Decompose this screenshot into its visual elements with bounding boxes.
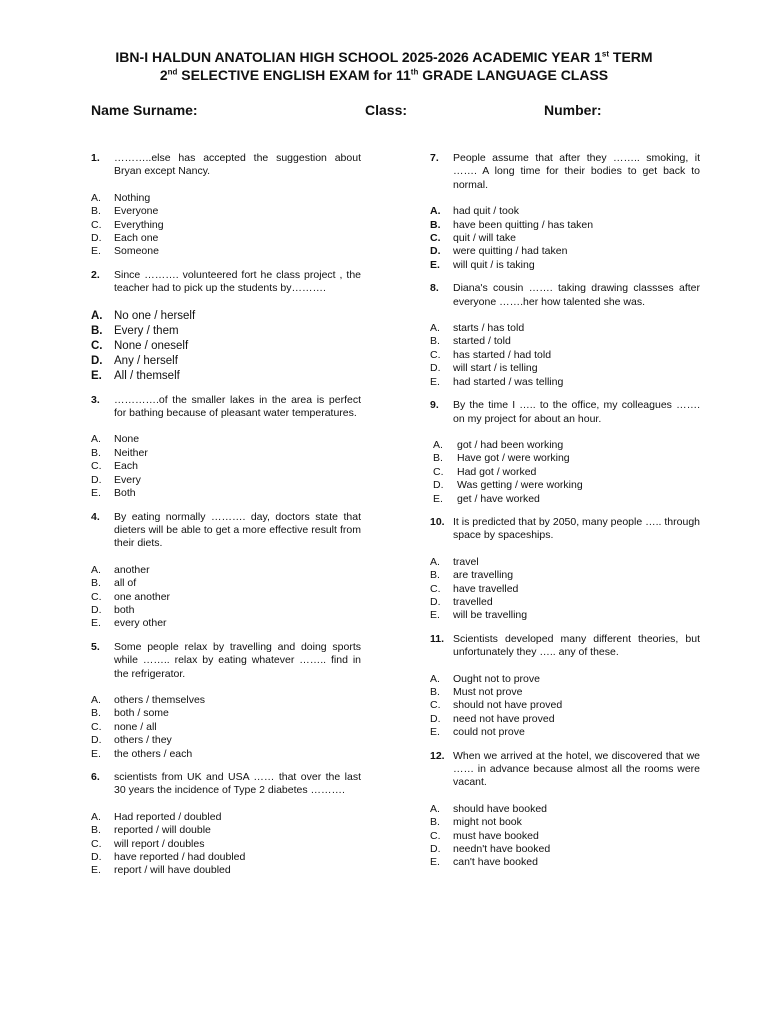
option-letter: C.: [91, 339, 103, 352]
option-letter: C.: [430, 829, 441, 842]
option-letter: D.: [430, 595, 441, 608]
option-a: [430, 803, 700, 816]
option-letter: A.: [430, 322, 440, 335]
option-text: Nothing: [114, 191, 151, 204]
question-number: 11.: [430, 632, 445, 645]
option-letter: E.: [91, 487, 101, 500]
option-letter: B.: [91, 446, 101, 459]
option-letter: B.: [430, 569, 440, 582]
option-text: should not have proved: [453, 699, 563, 712]
option-text: had started / was telling: [453, 375, 564, 388]
option-text: Every: [114, 473, 141, 486]
questions-left-column: [91, 152, 361, 888]
option-letter: D.: [433, 479, 444, 492]
question-text: When we arrived at the hotel, we discovered that we …… in advance because almost all the rooms were vacant.: [453, 749, 700, 789]
option-c: [430, 232, 700, 245]
option-text: will start / is telling: [453, 362, 538, 375]
option-text: were quitting / had taken: [453, 245, 568, 258]
title-line2-sup2: th: [410, 67, 419, 77]
option-b: [430, 569, 700, 582]
option-text: others / they: [114, 734, 172, 747]
option-text: need not have proved: [453, 712, 555, 725]
option-letter: C.: [91, 590, 102, 603]
option-e: [91, 369, 361, 384]
option-e: [430, 856, 700, 869]
option-letter: D.: [91, 354, 103, 367]
option-text: Neither: [114, 446, 148, 459]
question-stem: [91, 771, 361, 798]
option-letter: A.: [430, 555, 440, 568]
option-a: [91, 811, 361, 824]
answer-options: [430, 322, 700, 389]
option-letter: A.: [91, 191, 101, 204]
question-4: [91, 511, 361, 631]
option-text: might not book: [453, 816, 522, 829]
option-letter: E.: [91, 245, 101, 258]
option-c: [430, 699, 700, 712]
option-text: Must not prove: [453, 686, 523, 698]
option-text: will quit / is taking: [453, 258, 535, 271]
option-letter: E.: [430, 258, 440, 271]
title-line2-sup1: nd: [167, 67, 178, 77]
question-number: 8.: [430, 282, 439, 295]
question-text: People assume that after they …….. smoking, it ……. A long time for their bodies to get back to normal.: [453, 152, 700, 191]
option-c: [430, 830, 700, 843]
question-number: 4.: [91, 510, 100, 523]
option-letter: D.: [91, 603, 102, 616]
option-text: Everyone: [114, 205, 159, 218]
option-letter: C.: [430, 582, 441, 595]
option-a: [91, 192, 361, 205]
question-number: 10.: [430, 515, 445, 528]
question-number: 1.: [91, 152, 100, 164]
option-a: [430, 439, 700, 452]
title-line1-end: TERM: [609, 49, 653, 65]
option-d: [430, 843, 700, 856]
option-letter: D.: [91, 473, 102, 486]
question-text: Diana's cousin ……. taking drawing classses after everyone …….her how talented she was.: [453, 282, 700, 308]
option-text: got / had been working: [457, 438, 564, 451]
option-letter: E.: [91, 747, 101, 760]
option-letter: B.: [430, 686, 440, 698]
class-label: Class:: [365, 102, 408, 118]
option-letter: C.: [430, 699, 441, 712]
option-text: should have booked: [453, 802, 547, 815]
option-e: [91, 245, 361, 258]
option-letter: E.: [430, 726, 440, 739]
option-c: [91, 219, 361, 232]
question-number: 12.: [430, 749, 445, 762]
option-letter: E.: [430, 609, 440, 622]
option-c: [91, 721, 361, 734]
option-letter: C.: [91, 837, 102, 850]
option-text: All / themself: [114, 369, 180, 382]
option-letter: B.: [433, 452, 443, 465]
option-letter: C.: [430, 348, 441, 361]
question-stem: [430, 633, 700, 660]
option-text: Each one: [114, 232, 159, 245]
option-text: every other: [114, 617, 167, 630]
answer-options: [91, 433, 361, 500]
option-a: [91, 309, 361, 324]
option-letter: B.: [91, 824, 101, 837]
option-text: will report / doubles: [114, 837, 205, 850]
exam-title-line2: [0, 66, 768, 84]
option-c: [430, 466, 700, 479]
option-letter: D.: [430, 712, 441, 725]
option-text: report / will have doubled: [114, 864, 231, 877]
option-c: [91, 838, 361, 851]
option-text: both: [114, 603, 135, 616]
option-c: [430, 349, 700, 362]
question-text: By eating normally ………. day, doctors state that dieters will be able to get a more effective result from their diets.: [114, 510, 361, 550]
option-d: [91, 851, 361, 864]
option-b: [430, 816, 700, 829]
option-e: [430, 376, 700, 389]
option-text: Any / herself: [114, 354, 178, 367]
option-text: the others / each: [114, 747, 193, 760]
option-c: [91, 460, 361, 473]
option-letter: E.: [430, 375, 440, 388]
option-a: [91, 433, 361, 446]
option-letter: D.: [91, 851, 102, 864]
option-text: had quit / took: [453, 205, 519, 218]
question-stem: [91, 269, 361, 296]
option-b: [430, 219, 700, 232]
title-line1-sup: st: [601, 49, 609, 59]
option-text: none / all: [114, 720, 157, 733]
option-letter: C.: [433, 465, 444, 478]
option-text: another: [114, 563, 150, 576]
option-text: all of: [114, 577, 137, 590]
option-letter: D.: [91, 734, 102, 747]
option-letter: A.: [433, 438, 443, 451]
question-text: It is predicted that by 2050, many people ….. through space by spaceships.: [453, 515, 700, 542]
option-e: [91, 617, 361, 630]
option-letter: E.: [91, 864, 101, 877]
answer-options: [91, 811, 361, 878]
option-a: [430, 322, 700, 335]
option-c: [430, 583, 700, 596]
option-letter: C.: [91, 218, 102, 231]
option-text: one another: [114, 590, 171, 603]
option-letter: D.: [430, 362, 441, 375]
option-d: [430, 362, 700, 375]
option-d: [430, 596, 700, 609]
answer-options: [430, 556, 700, 623]
option-b: [91, 324, 361, 339]
option-b: [430, 335, 700, 348]
option-b: [91, 707, 361, 720]
title-line2-start: 2: [159, 67, 168, 83]
option-d: [91, 604, 361, 617]
student-info-row: [0, 102, 768, 124]
question-7: [430, 152, 700, 272]
question-9: [430, 399, 700, 506]
question-3: [91, 394, 361, 501]
title-line2-mid: SELECTIVE ENGLISH EXAM for 11: [177, 67, 411, 83]
question-stem: [430, 516, 700, 543]
option-letter: A.: [430, 802, 440, 815]
option-d: [91, 354, 361, 369]
option-text: needn't have booked: [453, 843, 551, 856]
answer-options: [91, 309, 361, 384]
option-letter: C.: [430, 232, 441, 245]
option-letter: A.: [91, 563, 101, 576]
option-letter: B.: [91, 205, 101, 218]
question-10: [430, 516, 700, 623]
option-letter: A.: [91, 433, 101, 446]
option-text: Each: [114, 460, 138, 473]
option-text: Had reported / doubled: [114, 810, 222, 823]
option-letter: E.: [430, 856, 440, 869]
answer-options: [430, 803, 700, 870]
option-letter: D.: [91, 232, 102, 245]
option-text: Was getting / were working: [457, 479, 583, 492]
answer-options: [91, 564, 361, 631]
option-e: [91, 864, 361, 877]
option-letter: E.: [433, 492, 443, 505]
option-letter: B.: [430, 218, 441, 231]
option-letter: B.: [91, 707, 101, 720]
option-d: [430, 245, 700, 258]
option-text: could not prove: [453, 726, 525, 739]
option-text: No one / herself: [114, 309, 196, 322]
option-d: [91, 734, 361, 747]
name-surname-label: Name Surname:: [91, 102, 198, 118]
question-8: [430, 282, 700, 389]
option-d: [430, 713, 700, 726]
question-number: 3.: [91, 393, 100, 406]
option-b: [91, 205, 361, 218]
option-e: [430, 609, 700, 622]
option-text: travelled: [453, 595, 493, 608]
option-e: [430, 493, 700, 506]
option-c: [91, 339, 361, 354]
option-b: [91, 824, 361, 837]
question-number: 2.: [91, 268, 100, 281]
option-e: [91, 748, 361, 761]
answer-options: [430, 673, 700, 740]
option-text: both / some: [114, 707, 169, 720]
option-e: [91, 487, 361, 500]
question-stem: [91, 641, 361, 681]
option-a: [430, 673, 700, 686]
option-e: [430, 726, 700, 739]
question-1: [91, 152, 361, 259]
option-text: Both: [114, 487, 136, 500]
option-text: Everything: [114, 218, 164, 231]
question-text: scientists from UK and USA …… that over the last 30 years the incidence of Type 2 diabetes ……….: [114, 771, 361, 797]
question-12: [430, 750, 700, 870]
question-text: By the time I ….. to the office, my colleagues ……. on my project for about an hour.: [453, 399, 700, 425]
answer-options: [91, 192, 361, 259]
option-d: [91, 232, 361, 245]
option-letter: A.: [91, 309, 103, 322]
option-text: have been quitting / has taken: [453, 218, 594, 231]
answer-options: [91, 694, 361, 761]
question-2: [91, 269, 361, 384]
option-text: Someone: [114, 245, 159, 258]
option-c: [91, 591, 361, 604]
option-text: quit / will take: [453, 232, 517, 245]
question-number: 9.: [430, 399, 439, 412]
option-text: must have booked: [453, 829, 539, 842]
option-text: started / told: [453, 335, 511, 348]
title-line2-end: GRADE LANGUAGE CLASS: [418, 67, 609, 83]
option-text: starts / has told: [453, 322, 525, 335]
question-text: Scientists developed many different theories, but unfortunately they ….. any of these.: [453, 632, 700, 659]
option-text: will be travelling: [453, 609, 528, 622]
option-d: [430, 479, 700, 492]
option-text: Have got / were working: [457, 452, 570, 465]
title-line1-text: IBN-I HALDUN ANATOLIAN HIGH SCHOOL 2025-2026 ACADEMIC YEAR 1: [115, 49, 602, 65]
questions-right-column: [430, 152, 700, 880]
question-number: 5.: [91, 640, 100, 653]
option-text: get / have worked: [457, 492, 540, 505]
option-letter: A.: [91, 693, 101, 706]
exam-header: [0, 48, 768, 84]
option-b: [430, 686, 700, 699]
option-text: Had got / worked: [457, 465, 537, 478]
option-letter: A.: [91, 810, 101, 823]
question-stem: [430, 399, 700, 426]
option-letter: B.: [430, 335, 440, 348]
option-a: [91, 694, 361, 707]
option-letter: B.: [430, 816, 440, 829]
option-text: None / oneself: [114, 339, 189, 352]
answer-options: [430, 205, 700, 272]
option-e: [430, 259, 700, 272]
question-text: Some people relax by travelling and doing sports while …….. relax by eating whatever …….. find in the refrigerator.: [114, 640, 361, 680]
option-text: have reported / had doubled: [114, 851, 246, 864]
option-b: [91, 447, 361, 460]
question-stem: [91, 152, 361, 179]
question-6: [91, 771, 361, 878]
question-text: ………..else has accepted the suggestion about Bryan except Nancy.: [114, 152, 361, 178]
exam-title-line1: [0, 48, 768, 66]
option-letter: D.: [430, 843, 441, 856]
question-stem: [91, 394, 361, 421]
question-stem: [91, 511, 361, 551]
option-a: [430, 556, 700, 569]
option-a: [430, 205, 700, 218]
question-11: [430, 633, 700, 740]
option-text: travel: [453, 555, 479, 568]
option-b: [430, 452, 700, 465]
option-letter: B.: [91, 324, 103, 337]
question-number: 6.: [91, 771, 100, 783]
question-stem: [430, 750, 700, 790]
question-number: 7.: [430, 152, 439, 164]
number-label: Number:: [544, 102, 602, 118]
option-text: can't have booked: [453, 856, 538, 869]
option-letter: B.: [91, 577, 101, 590]
option-text: have travelled: [453, 582, 519, 595]
option-text: others / themselves: [114, 693, 206, 706]
option-letter: C.: [91, 720, 102, 733]
option-d: [91, 474, 361, 487]
option-letter: C.: [91, 460, 102, 473]
question-stem: [430, 282, 700, 309]
option-letter: A.: [430, 672, 440, 685]
option-letter: A.: [430, 205, 441, 218]
option-letter: E.: [91, 617, 101, 630]
option-a: [91, 564, 361, 577]
option-b: [91, 577, 361, 590]
answer-options: [430, 439, 700, 506]
option-letter: D.: [430, 245, 441, 258]
option-letter: E.: [91, 369, 102, 382]
option-text: are travelling: [453, 569, 514, 582]
option-text: Every / them: [114, 324, 179, 337]
option-text: reported / will double: [114, 824, 211, 837]
option-text: has started / had told: [453, 348, 552, 361]
option-text: Ought not to prove: [453, 672, 540, 685]
question-5: [91, 641, 361, 761]
option-text: None: [114, 433, 140, 446]
question-text: ………….of the smaller lakes in the area is perfect for bathing because of pleasant water temperatures.: [114, 393, 361, 420]
question-text: Since ………. volunteered fort he class project , the teacher had to pick up the students by……….: [114, 268, 361, 295]
question-stem: [430, 152, 700, 192]
